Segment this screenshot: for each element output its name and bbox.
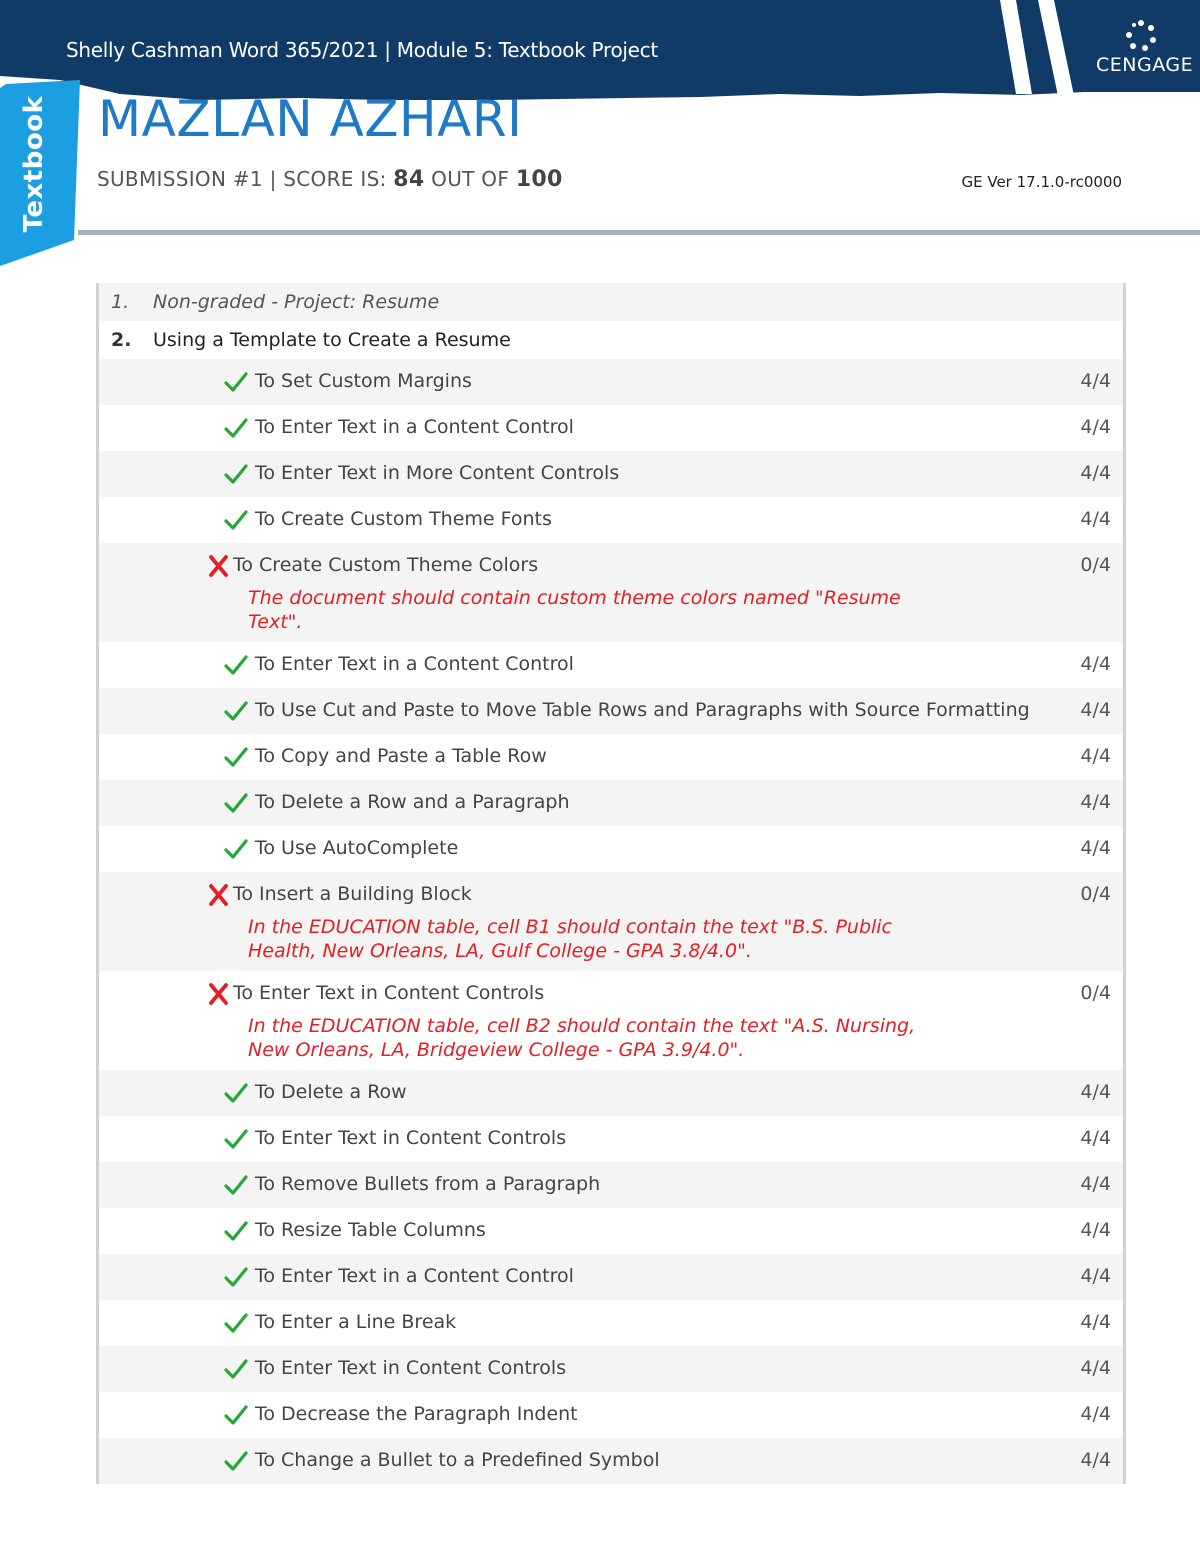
check-icon [223, 417, 249, 443]
course-title: Shelly Cashman Word 365/2021 | Module 5: Textbook Project [66, 38, 658, 62]
status-icon-cell [99, 1311, 249, 1338]
grade-item-row [99, 826, 1123, 872]
item-body [249, 1265, 1043, 1292]
item-score: 4/4 [1080, 1173, 1111, 1195]
version-label: GE Ver 17.1.0-rc0000 [961, 173, 1122, 191]
status-icon-cell [99, 370, 249, 397]
item-title: To Create Custom Theme Fonts [255, 508, 552, 530]
grade-item-row [99, 1346, 1123, 1392]
item-score: 0/4 [1080, 554, 1111, 576]
status-icon-cell [99, 1219, 249, 1246]
status-icon-cell [99, 653, 249, 680]
item-score: 4/4 [1080, 1265, 1111, 1287]
grade-item-row [99, 1070, 1123, 1116]
section-number: 2. [111, 329, 132, 351]
score-value: 84 [393, 167, 425, 192]
section-row-graded [99, 321, 1123, 359]
grade-item-row [99, 872, 1123, 971]
check-icon [223, 700, 249, 726]
item-body [249, 699, 1043, 726]
item-body [249, 1081, 1043, 1108]
item-score: 4/4 [1080, 745, 1111, 767]
item-body [249, 1403, 1043, 1430]
item-title: To Create Custom Theme Colors [233, 554, 539, 576]
cengage-logo-icon [1124, 18, 1158, 52]
item-title: To Remove Bullets from a Paragraph [255, 1173, 601, 1195]
item-feedback: In the EDUCATION table, cell B2 should contain the text "A.S. Nursing, New Orleans, LA, Bridgeview College - GPA 3.9/4.0". [248, 1015, 916, 1061]
item-title: To Enter Text in More Content Controls [255, 462, 620, 484]
item-body [233, 982, 1043, 1062]
side-tab-label: Textbook [19, 95, 49, 233]
check-icon [223, 1404, 249, 1430]
submission-prefix: SUBMISSION #1 | SCORE IS: [97, 167, 394, 191]
item-body [233, 554, 1043, 634]
item-title: To Enter Text in a Content Control [255, 1265, 574, 1287]
x-icon [207, 555, 233, 634]
grade-item-row [99, 359, 1123, 405]
grade-item-row [99, 405, 1123, 451]
item-feedback: In the EDUCATION table, cell B1 should contain the text "B.S. Public Health, New Orleans, LA, Gulf College - GPA 3.8/4.0". [248, 916, 893, 962]
submission-score-line [97, 167, 563, 192]
status-icon-cell [99, 1173, 249, 1200]
item-score: 4/4 [1080, 1081, 1111, 1103]
check-icon [223, 371, 249, 397]
item-title: To Insert a Building Block [233, 883, 472, 905]
item-score: 4/4 [1080, 653, 1111, 675]
item-body [249, 1219, 1043, 1246]
status-icon-cell [99, 1449, 249, 1476]
item-title: To Set Custom Margins [255, 370, 472, 392]
item-title: To Enter Text in a Content Control [255, 653, 574, 675]
item-title: To Enter a Line Break [255, 1311, 457, 1333]
grade-item-row [99, 543, 1123, 642]
status-icon-cell [99, 982, 233, 1062]
item-score: 4/4 [1080, 1357, 1111, 1379]
grade-item-row [99, 1208, 1123, 1254]
item-score: 4/4 [1080, 416, 1111, 438]
item-score: 4/4 [1080, 508, 1111, 530]
item-score: 4/4 [1080, 699, 1111, 721]
item-body [249, 462, 1043, 489]
item-body [249, 653, 1043, 680]
item-score: 4/4 [1080, 1311, 1111, 1333]
check-icon [223, 838, 249, 864]
section-title: Using a Template to Create a Resume [153, 329, 511, 351]
item-title: To Change a Bullet to a Predefined Symbol [255, 1449, 660, 1471]
grade-item-row [99, 1438, 1123, 1484]
item-body [249, 416, 1043, 443]
item-body [249, 745, 1043, 772]
status-icon-cell [99, 791, 249, 818]
check-icon [223, 463, 249, 489]
item-body [249, 837, 1043, 864]
item-body [249, 1311, 1043, 1338]
check-icon [223, 1266, 249, 1292]
student-name: MAZLAN AZHARI [98, 90, 523, 148]
check-icon [223, 1128, 249, 1154]
item-feedback: The document should contain custom theme colors named "Resume Text". [248, 587, 901, 633]
item-title: To Use Cut and Paste to Move Table Rows and Paragraphs with Source Formatting [255, 699, 1030, 721]
item-score: 4/4 [1080, 1403, 1111, 1425]
status-icon-cell [99, 462, 249, 489]
check-icon [223, 1174, 249, 1200]
check-icon [223, 1220, 249, 1246]
score-max: 100 [515, 167, 563, 192]
status-icon-cell [99, 554, 233, 634]
grade-item-row [99, 734, 1123, 780]
check-icon [223, 1450, 249, 1476]
item-title: To Resize Table Columns [255, 1219, 486, 1241]
item-body [233, 883, 1043, 963]
item-score: 4/4 [1080, 1219, 1111, 1241]
item-body [249, 370, 1043, 397]
check-icon [223, 1082, 249, 1108]
grade-item-row [99, 1392, 1123, 1438]
grade-item-row [99, 1116, 1123, 1162]
section-title: Non-graded - Project: Resume [153, 291, 440, 313]
grade-table [96, 283, 1126, 1484]
section-row-ungraded [99, 283, 1123, 321]
check-icon [223, 1358, 249, 1384]
check-icon [223, 746, 249, 772]
status-icon-cell [99, 1127, 249, 1154]
x-icon [207, 884, 233, 963]
item-body [249, 1449, 1043, 1476]
item-title: To Enter Text in Content Controls [255, 1127, 567, 1149]
grade-item-row [99, 688, 1123, 734]
item-title: To Use AutoComplete [255, 837, 459, 859]
item-body [249, 508, 1043, 535]
item-body [249, 1127, 1043, 1154]
item-score: 4/4 [1080, 791, 1111, 813]
status-icon-cell [99, 883, 233, 963]
grade-item-row [99, 451, 1123, 497]
item-title: To Delete a Row [255, 1081, 407, 1103]
grade-item-row [99, 497, 1123, 543]
item-score: 0/4 [1080, 883, 1111, 905]
cengage-logo-text: CENGAGE [1096, 54, 1194, 76]
status-icon-cell [99, 1403, 249, 1430]
grade-item-row [99, 1300, 1123, 1346]
grade-item-row [99, 971, 1123, 1070]
status-icon-cell [99, 416, 249, 443]
status-icon-cell [99, 1081, 249, 1108]
grade-item-row [99, 1162, 1123, 1208]
item-score: 4/4 [1080, 370, 1111, 392]
status-icon-cell [99, 508, 249, 535]
item-score: 4/4 [1080, 837, 1111, 859]
item-body [249, 791, 1043, 818]
status-icon-cell [99, 699, 249, 726]
section-number: 1. [111, 291, 130, 313]
grade-item-row [99, 780, 1123, 826]
item-title: To Decrease the Paragraph Indent [255, 1403, 578, 1425]
status-icon-cell [99, 1265, 249, 1292]
item-title: To Copy and Paste a Table Row [255, 745, 547, 767]
item-title: To Enter Text in Content Controls [233, 982, 545, 1004]
status-icon-cell [99, 745, 249, 772]
item-score: 4/4 [1080, 462, 1111, 484]
status-icon-cell [99, 837, 249, 864]
header-divider [78, 230, 1200, 235]
check-icon [223, 1312, 249, 1338]
check-icon [223, 792, 249, 818]
x-icon [207, 983, 233, 1062]
item-body [249, 1173, 1043, 1200]
item-score: 4/4 [1080, 1449, 1111, 1471]
item-title: To Delete a Row and a Paragraph [255, 791, 570, 813]
grade-items [99, 359, 1123, 1484]
check-icon [223, 509, 249, 535]
status-icon-cell [99, 1357, 249, 1384]
item-score: 4/4 [1080, 1127, 1111, 1149]
item-title: To Enter Text in a Content Control [255, 416, 574, 438]
score-mid: OUT OF [424, 167, 516, 191]
grade-item-row [99, 642, 1123, 688]
item-body [249, 1357, 1043, 1384]
item-score: 0/4 [1080, 982, 1111, 1004]
grade-item-row [99, 1254, 1123, 1300]
item-title: To Enter Text in Content Controls [255, 1357, 567, 1379]
check-icon [223, 654, 249, 680]
